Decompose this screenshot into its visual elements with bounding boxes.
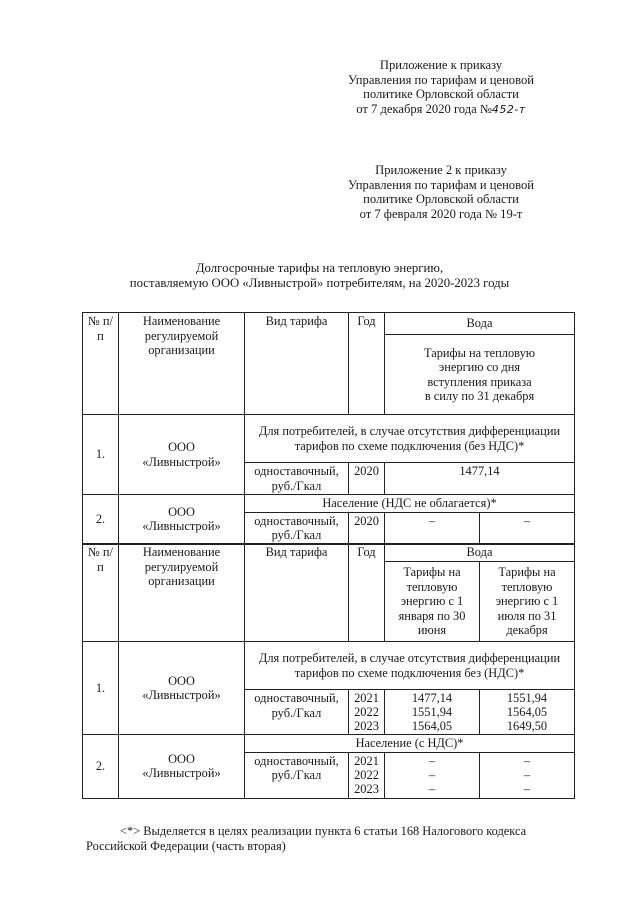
header-year: Год <box>349 313 385 415</box>
row-org <box>119 495 245 545</box>
row-org-text: ООО «Ливныстрой» <box>142 504 221 534</box>
row-values-h2 <box>480 752 575 798</box>
header-line: политике Орловской области <box>363 192 519 207</box>
title-line-2: поставляемую ООО «Ливныстрой» потребителям, на 2020-2023 годы <box>129 275 510 290</box>
header-line: Управления по тарифам и ценовой <box>348 72 534 87</box>
row-group: Население (НДС не облагается)* <box>245 495 575 513</box>
header-period <box>385 335 575 415</box>
header-tariff-type: Вид тарифа <box>245 313 349 415</box>
row-group: Для потребителей, в случае отсутствия дифференциации тарифов по схеме подключения без (НДС)* <box>245 642 575 690</box>
year: 2023 <box>354 719 379 733</box>
row-num: 1. <box>83 415 119 495</box>
header-period-h2-text: Тарифы на тепловую энергию с 1 июля по 31 декабря <box>495 565 559 638</box>
year: 2021 <box>354 691 379 705</box>
header-line: политике Орловской области <box>363 87 519 102</box>
header-line: Приложение 2 к приказу <box>375 163 507 177</box>
row-org <box>119 735 245 799</box>
tariff-table-2021-2023 <box>82 543 575 799</box>
header-tariff-type: Вид тарифа <box>245 544 349 642</box>
header-amendment <box>326 58 556 117</box>
row-value-h1: – <box>385 512 480 544</box>
row-org <box>119 642 245 735</box>
value: 1551,94 <box>506 691 548 705</box>
row-num: 2. <box>83 495 119 545</box>
row-value-h2: – <box>480 512 575 544</box>
row-tariff-type-text: одноставочный, руб./Гкал <box>254 513 339 542</box>
row-tariff-type <box>245 752 349 798</box>
row-org-text: ООО «Ливныстрой» <box>142 440 221 469</box>
row-org-text: ООО «Ливныстрой» <box>142 673 221 702</box>
header-period-text: Тарифы на тепловую энергию со дня вступления приказа в силу по 31 декабря <box>423 345 536 403</box>
value: 1564,05 <box>411 719 453 733</box>
header-period-h1 <box>385 562 480 642</box>
row-years <box>349 752 385 798</box>
row-values-h2 <box>480 690 575 735</box>
header-water: Вода <box>385 544 575 562</box>
header-line: от 7 февраля 2020 года № 19-т <box>359 207 523 222</box>
value: – <box>428 767 436 782</box>
row-org-text: ООО «Ливныстрой» <box>142 751 221 781</box>
tariff-table-2020 <box>82 312 575 545</box>
row-year: 2020 <box>349 512 385 544</box>
header-period-h1-text: Тарифы на тепловую энергию с 1 января по 30 июня <box>398 565 466 638</box>
header-org: Наименование регулируемой организации <box>119 544 245 642</box>
row-tariff-type-text: одноставочный, руб./Гкал <box>254 464 339 493</box>
value: – <box>428 753 436 768</box>
year: 2022 <box>354 767 379 782</box>
header-date: от 7 декабря 2020 года № <box>356 102 492 117</box>
row-value: 1477,14 <box>385 463 575 495</box>
row-tariff-type <box>245 463 349 495</box>
year: 2021 <box>354 753 379 768</box>
header-org: Наименование регулируемой организации <box>119 313 245 415</box>
row-tariff-type <box>245 690 349 735</box>
value: 1551,94 <box>411 705 453 719</box>
footnote-line-2: Российской Федерации (часть вторая) <box>86 838 286 853</box>
row-group: Для потребителей, в случае отсутствия дифференциации тарифов по схеме подключения (без НДС)* <box>245 415 575 463</box>
value: – <box>428 781 436 796</box>
row-num: 2. <box>83 735 119 799</box>
value: 1564,05 <box>506 705 548 719</box>
row-tariff-type-text: одноставочный, руб./Гкал <box>254 753 339 782</box>
header-period-h2 <box>480 562 575 642</box>
row-tariff-type <box>245 512 349 544</box>
handwritten-order-number: 452-т <box>491 103 526 117</box>
footnote <box>86 824 606 854</box>
year: 2022 <box>354 705 379 719</box>
row-years <box>349 690 385 735</box>
value: – <box>523 767 531 782</box>
header-line: Приложение к приказу <box>379 58 503 72</box>
header-line: Управления по тарифам и ценовой <box>348 177 534 192</box>
document-title <box>0 261 639 291</box>
year: 2023 <box>354 781 379 796</box>
header-num: № п/п <box>83 313 119 415</box>
value: 1649,50 <box>506 719 548 733</box>
header-year: Год <box>349 544 385 642</box>
footnote-line-1: <*> Выделяется в целях реализации пункта 6 статьи 168 Налогового кодекса <box>120 824 527 838</box>
row-values-h1 <box>385 690 480 735</box>
title-line-1: Долгосрочные тарифы на тепловую энергию, <box>195 261 444 275</box>
row-tariff-type-text: одноставочный, руб./Гкал <box>254 691 339 720</box>
value: – <box>523 753 531 768</box>
row-num: 1. <box>83 642 119 735</box>
header-water: Вода <box>385 313 575 335</box>
row-year: 2020 <box>349 463 385 495</box>
row-values-h1 <box>385 752 480 798</box>
header-num: № п/п <box>83 544 119 642</box>
value: – <box>523 781 531 796</box>
header-line <box>326 102 556 117</box>
row-org <box>119 415 245 495</box>
row-group: Население (с НДС)* <box>245 735 575 753</box>
header-original <box>326 163 556 222</box>
value: 1477,14 <box>411 691 453 705</box>
